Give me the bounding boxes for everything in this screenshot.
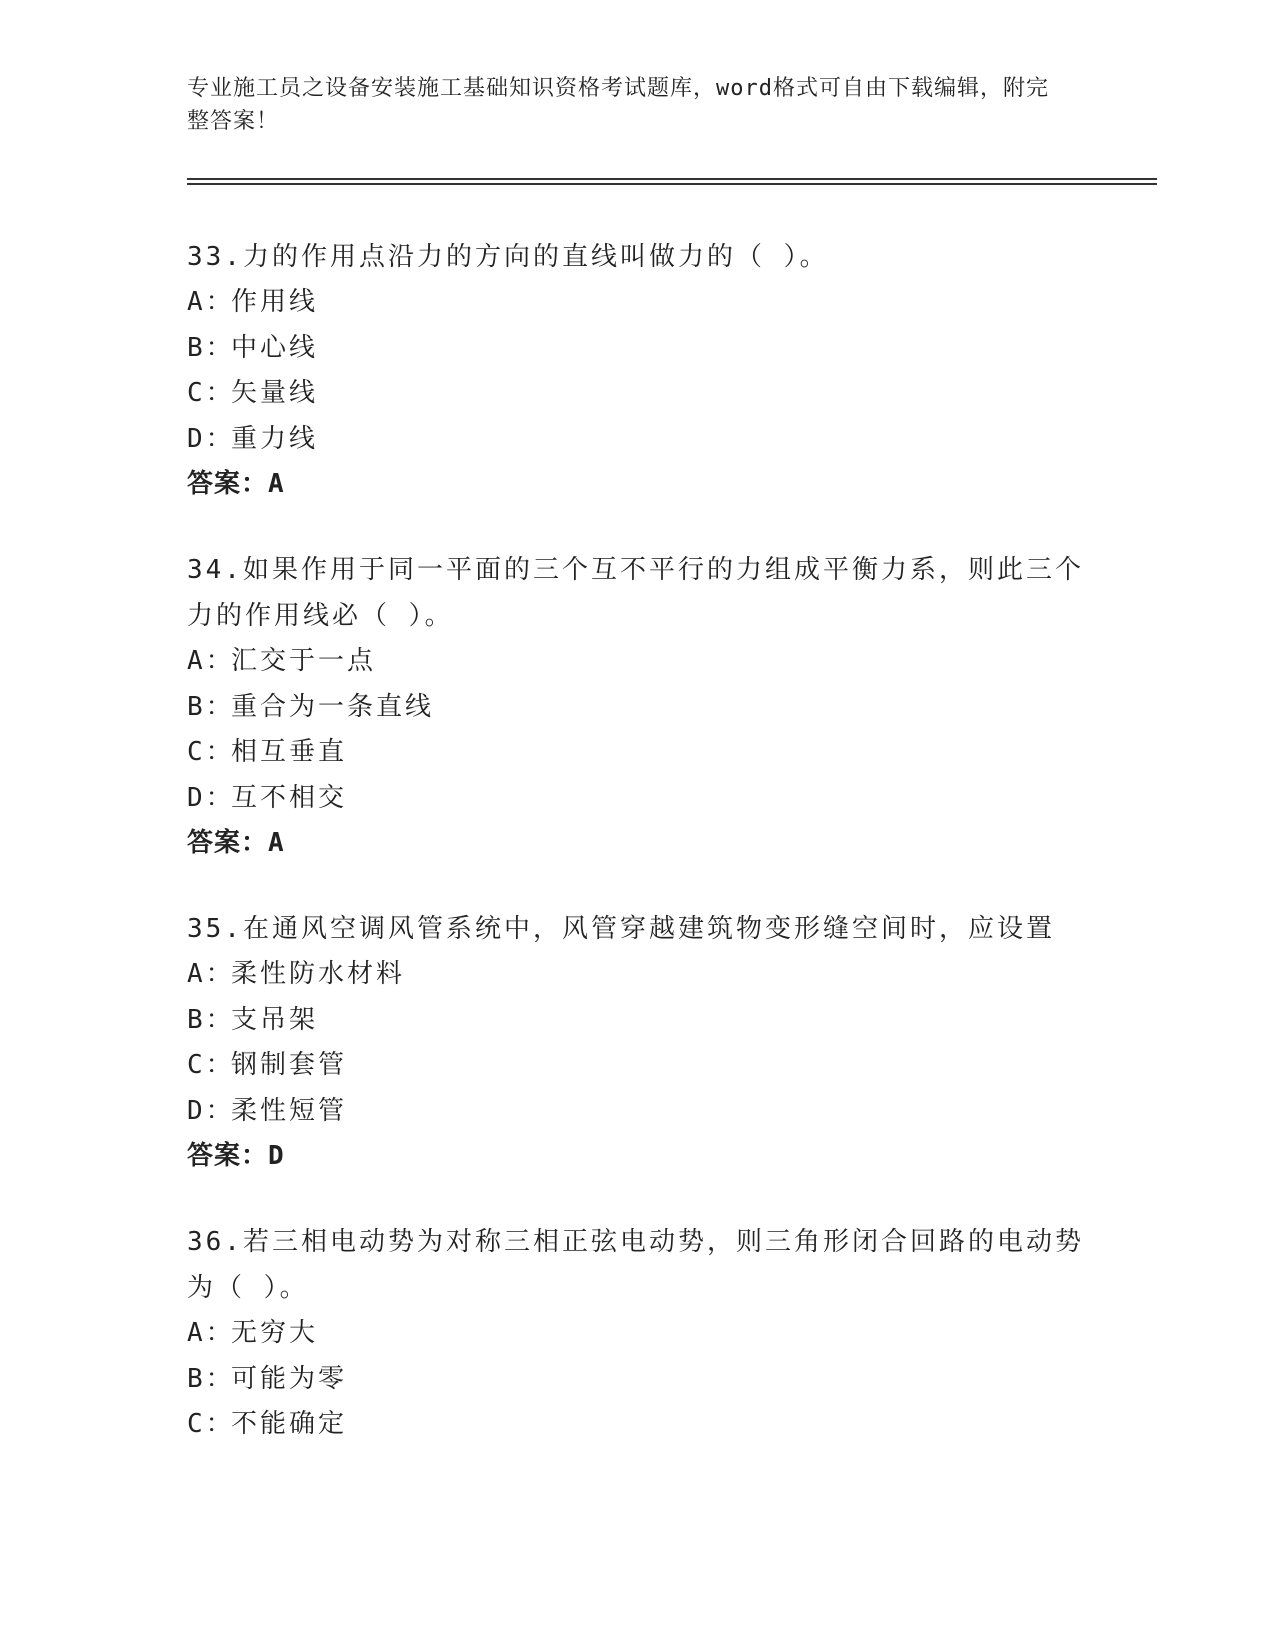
option-a bbox=[187, 280, 1087, 326]
option-d bbox=[187, 1089, 1087, 1135]
option-c bbox=[187, 730, 1087, 776]
option-key: B： bbox=[187, 1004, 235, 1035]
question-stem: 33.力的作用点沿力的方向的直线叫做力的（ ）。 bbox=[187, 242, 829, 272]
header-title: 专业施工员之设备安装施工基础知识资格考试题库，word格式可自由下载编辑，附完整答案！ bbox=[187, 76, 1049, 134]
option-text: 相互垂直 bbox=[231, 737, 348, 767]
option-d bbox=[187, 417, 1087, 463]
option-text: 柔性防水材料 bbox=[231, 959, 406, 989]
option-text: 柔性短管 bbox=[231, 1095, 348, 1126]
option-text: 不能确定 bbox=[231, 1409, 348, 1439]
option-key: D： bbox=[187, 1095, 235, 1126]
answer-line: 答案：A bbox=[187, 469, 285, 499]
option-b bbox=[187, 998, 1087, 1044]
question-36 bbox=[187, 1219, 1087, 1448]
document-header bbox=[187, 72, 1067, 138]
option-c bbox=[187, 1402, 1087, 1448]
option-a bbox=[187, 952, 1087, 998]
question-33 bbox=[187, 234, 1087, 507]
option-b bbox=[187, 1357, 1087, 1403]
option-key: D： bbox=[187, 782, 235, 813]
option-key: B： bbox=[187, 1363, 235, 1394]
option-text: 中心线 bbox=[231, 332, 319, 363]
option-d bbox=[187, 776, 1087, 822]
option-text: 作用线 bbox=[231, 287, 319, 317]
question-35 bbox=[187, 906, 1087, 1179]
option-b bbox=[187, 326, 1087, 372]
option-text: 无穷大 bbox=[231, 1318, 319, 1348]
option-text: 钢制套管 bbox=[231, 1050, 348, 1080]
question-stem: 34.如果作用于同一平面的三个互不平行的力组成平衡力系，则此三个力的作用线必（ ）。 bbox=[187, 555, 1084, 631]
question-34 bbox=[187, 547, 1087, 866]
option-text: 矢量线 bbox=[231, 378, 319, 408]
option-key: C： bbox=[187, 378, 235, 408]
option-key: B： bbox=[187, 332, 235, 363]
option-text: 互不相交 bbox=[231, 782, 348, 813]
option-key: C： bbox=[187, 1409, 235, 1439]
option-key: A： bbox=[187, 287, 235, 317]
option-c bbox=[187, 371, 1087, 417]
option-key: B： bbox=[187, 691, 235, 722]
option-text: 重力线 bbox=[231, 423, 319, 454]
answer-line: 答案：D bbox=[187, 1141, 285, 1171]
option-text: 支吊架 bbox=[231, 1004, 319, 1035]
header-divider-bottom bbox=[187, 183, 1157, 185]
option-text: 重合为一条直线 bbox=[231, 691, 435, 722]
option-text: 可能为零 bbox=[231, 1363, 348, 1394]
question-stem: 36.若三相电动势为对称三相正弦电动势，则三角形闭合回路的电动势为（ ）。 bbox=[187, 1227, 1084, 1303]
option-a bbox=[187, 1311, 1087, 1357]
option-key: C： bbox=[187, 737, 235, 767]
option-key: D： bbox=[187, 423, 235, 454]
option-key: A： bbox=[187, 959, 235, 989]
option-key: A： bbox=[187, 1318, 235, 1348]
answer-line: 答案：A bbox=[187, 828, 285, 858]
option-key: A： bbox=[187, 646, 235, 676]
option-b bbox=[187, 685, 1087, 731]
option-key: C： bbox=[187, 1050, 235, 1080]
option-c bbox=[187, 1043, 1087, 1089]
question-stem: 35.在通风空调风管系统中，风管穿越建筑物变形缝空间时，应设置 bbox=[187, 914, 1055, 944]
question-list bbox=[187, 234, 1087, 1488]
header-divider-top bbox=[187, 178, 1157, 180]
option-a bbox=[187, 639, 1087, 685]
option-text: 汇交于一点 bbox=[231, 646, 377, 676]
